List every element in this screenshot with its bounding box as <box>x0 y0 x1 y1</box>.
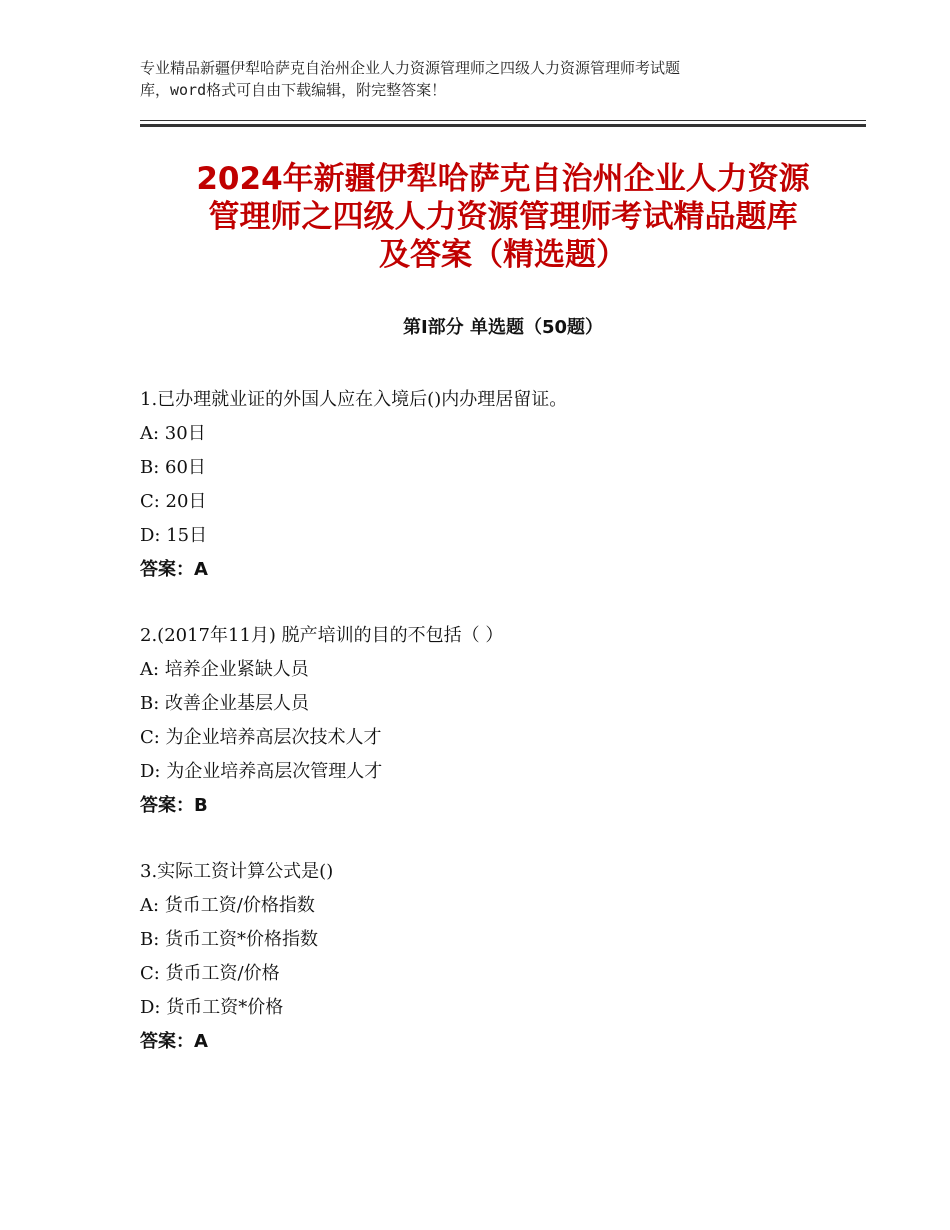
option-a: A: 30日 <box>140 423 206 444</box>
document-title-line-1: 2024年新疆伊犁哈萨克自治州企业人力资源 <box>196 161 810 197</box>
header-note-line-1: 专业精品新疆伊犁哈萨克自治州企业人力资源管理师之四级人力资源管理师考试题 <box>140 59 681 77</box>
option-d: D: 为企业培养高层次管理人才 <box>140 761 383 782</box>
header-note <box>140 57 840 101</box>
header-note-line-2: 库，word格式可自由下载编辑，附完整答案！ <box>140 81 447 99</box>
header-divider-thin <box>140 120 866 121</box>
question-stem: 3.实际工资计算公式是() <box>140 861 334 882</box>
document-title-line-2: 管理师之四级人力资源管理师考试精品题库 <box>208 199 798 235</box>
answer-label: 答案：A <box>140 559 208 580</box>
section-heading: 第Ⅰ部分 单选题（50题） <box>402 317 603 338</box>
option-a: A: 货币工资/价格指数 <box>140 895 315 916</box>
question-stem: 1.已办理就业证的外国人应在入境后()内办理居留证。 <box>140 389 568 410</box>
option-b: B: 货币工资*价格指数 <box>140 929 319 950</box>
answer-label: 答案：B <box>140 795 208 816</box>
question-list <box>140 383 866 1091</box>
option-c: C: 20日 <box>140 491 207 512</box>
option-b: B: 改善企业基层人员 <box>140 693 310 714</box>
question-2 <box>140 619 866 823</box>
question-1 <box>140 383 866 587</box>
option-b: B: 60日 <box>140 457 206 478</box>
question-3 <box>140 855 866 1059</box>
document-title-line-3: 及答案（精选题） <box>379 237 627 273</box>
question-stem: 2.(2017年11月) 脱产培训的目的不包括（ ） <box>140 625 504 646</box>
document-title <box>140 160 866 274</box>
option-d: D: 15日 <box>140 525 208 546</box>
option-a: A: 培养企业紧缺人员 <box>140 659 309 680</box>
option-d: D: 货币工资*价格 <box>140 997 284 1018</box>
option-c: C: 货币工资/价格 <box>140 963 280 984</box>
option-c: C: 为企业培养高层次技术人才 <box>140 727 382 748</box>
answer-label: 答案：A <box>140 1031 208 1052</box>
header-divider-thick <box>140 124 866 127</box>
